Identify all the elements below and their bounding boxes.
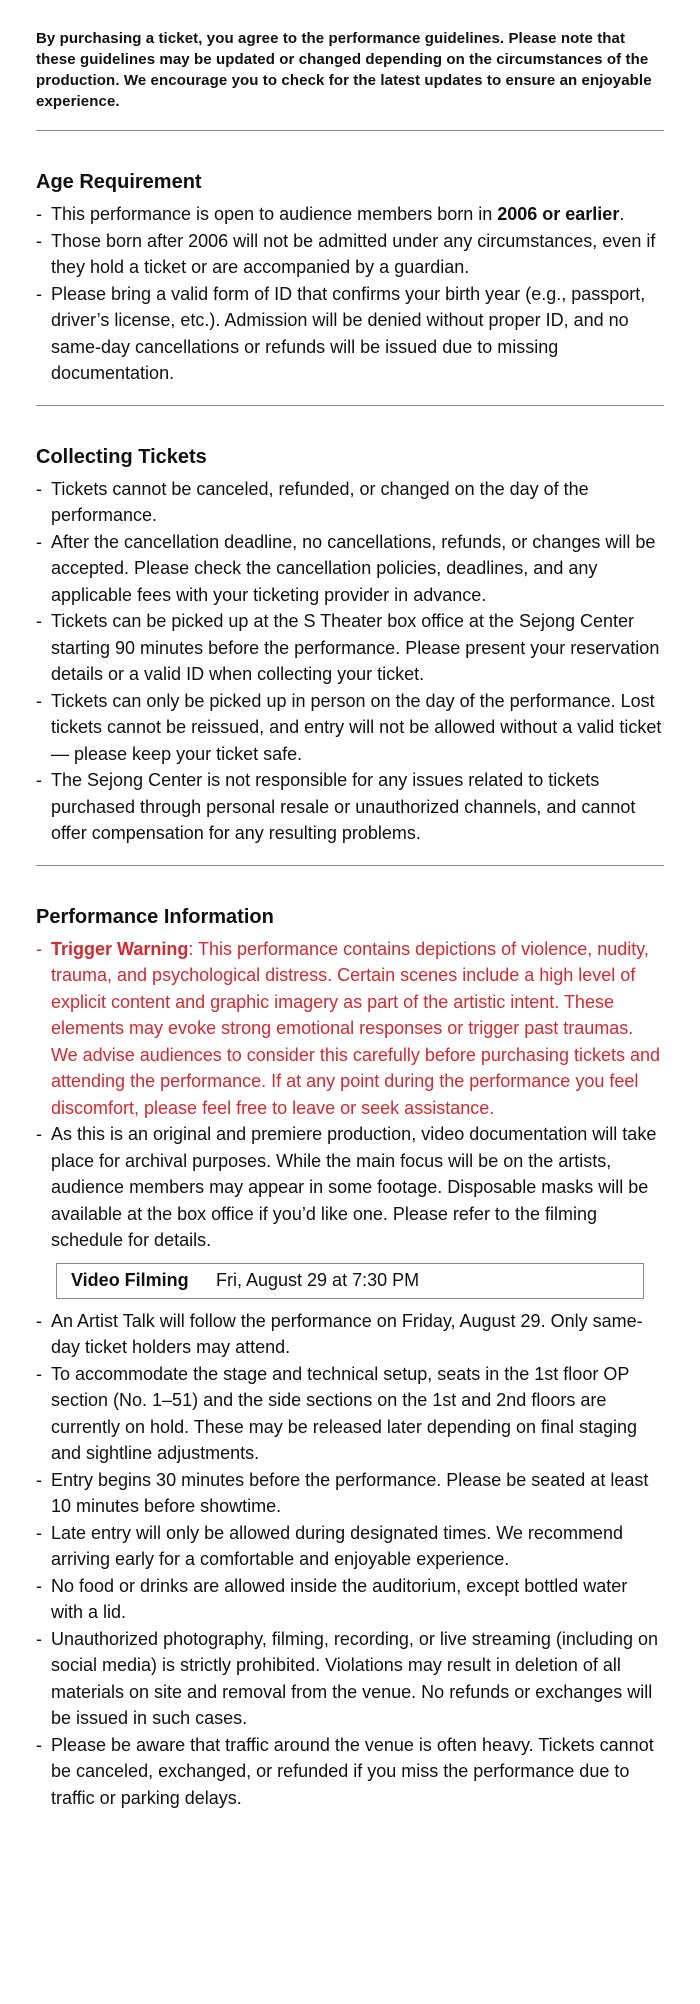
list-item: - Unauthorized photography, filming, recording, or live streaming (including on social media) is strictly prohibited. Violations may result in deletion of all materials on site and removal from the venue. No refunds or exchanges will be issued in such cases.	[36, 1626, 664, 1732]
list-item-text: This performance is open to audience members born in	[51, 204, 498, 224]
intro-notice: By purchasing a ticket, you agree to the performance guidelines. Please note that these guidelines may be updated or changed depending on the circumstances of the production. We encourage you to check for the latest updates to ensure an enjoyable experience.	[36, 30, 652, 110]
performance-information-list-continued	[36, 1308, 664, 1812]
age-requirement-heading: Age Requirement	[36, 171, 202, 193]
performance-information-section	[36, 866, 664, 1830]
age-requirement-list	[36, 201, 664, 387]
filming-schedule-box	[56, 1263, 644, 1299]
list-item: - Tickets cannot be canceled, refunded, or changed on the day of the performance.	[36, 476, 664, 529]
list-item: - Please be aware that traffic around the venue is often heavy. Tickets cannot be canceled, exchanged, or refunded if you miss the performance due to traffic or parking delays.	[36, 1732, 664, 1812]
trigger-warning-item	[36, 936, 664, 1122]
list-item: - As this is an original and premiere production, video documentation will take place for archival purposes. While the main focus will be on the artists, audience members may appear in some footage. Disposable masks will be available at the box office if you’d like one. Please refer to the filming schedule for details.	[36, 1121, 664, 1254]
list-item: - Tickets can only be picked up in person on the day of the performance. Lost tickets cannot be reissued, and entry will not be allowed without a valid ticket — please keep your ticket safe.	[36, 688, 664, 768]
birth-year-highlight: 2006 or earlier	[497, 204, 620, 224]
list-item-text: .	[619, 204, 625, 224]
collecting-tickets-heading: Collecting Tickets	[36, 445, 207, 468]
list-item: - Entry begins 30 minutes before the performance. Please be seated at least 10 minutes before showtime.	[36, 1467, 664, 1520]
collecting-tickets-section	[36, 406, 664, 865]
trigger-warning-label: Trigger Warning	[51, 938, 189, 959]
list-item: - Please bring a valid form of ID that confirms your birth year (e.g., passport, driver’s license, etc.). Admission will be denied without proper ID, and no same-day cancellations or refunds will be issued due to missing documentation.	[36, 281, 664, 387]
filming-schedule-date: Fri, August 29 at 7:30 PM	[216, 1270, 420, 1290]
age-requirement-section	[36, 131, 664, 405]
list-item: - An Artist Talk will follow the performance on Friday, August 29. Only same-day ticket holders may attend.	[36, 1308, 664, 1361]
performance-information-list	[36, 936, 664, 1254]
trigger-warning-text: : This performance contains depictions of violence, nudity, trauma, and psychological distress. Certain scenes include a high level of explicit content and graphic imagery as part of the artistic intent. These elements may evoke strong emotional responses or trigger past traumas. We advise audiences to consider this carefully before purchasing tickets and attending the performance. If at any point during the performance you feel discomfort, please feel free to leave or seek assistance.	[51, 938, 661, 1118]
performance-information-heading: Performance Information	[36, 905, 274, 928]
list-item: - Those born after 2006 will not be admitted under any circumstances, even if they hold a ticket or are accompanied by a guardian.	[36, 228, 664, 281]
filming-schedule-label: Video Filming	[71, 1270, 189, 1290]
list-item: - No food or drinks are allowed inside the auditorium, except bottled water with a lid.	[36, 1573, 664, 1626]
list-item: - The Sejong Center is not responsible for any issues related to tickets purchased through personal resale or unauthorized channels, and cannot offer compensation for any resulting problems.	[36, 767, 664, 847]
list-item: - After the cancellation deadline, no cancellations, refunds, or changes will be accepted. Please check the cancellation policies, deadlines, and any applicable fees with your ticketing provider in advance.	[36, 529, 664, 609]
list-item: - Late entry will only be allowed during designated times. We recommend arriving early for a comfortable and enjoyable experience.	[36, 1520, 664, 1573]
collecting-tickets-list	[36, 476, 664, 847]
list-item: - Tickets can be picked up at the S Theater box office at the Sejong Center starting 90 minutes before the performance. Please present your reservation details or a valid ID when collecting your ticket.	[36, 608, 664, 688]
list-item	[36, 201, 664, 228]
list-item: - To accommodate the stage and technical setup, seats in the 1st floor OP section (No. 1–51) and the side sections on the 1st and 2nd floors are currently on hold. These may be released later depending on final staging and sightline adjustments.	[36, 1361, 664, 1467]
